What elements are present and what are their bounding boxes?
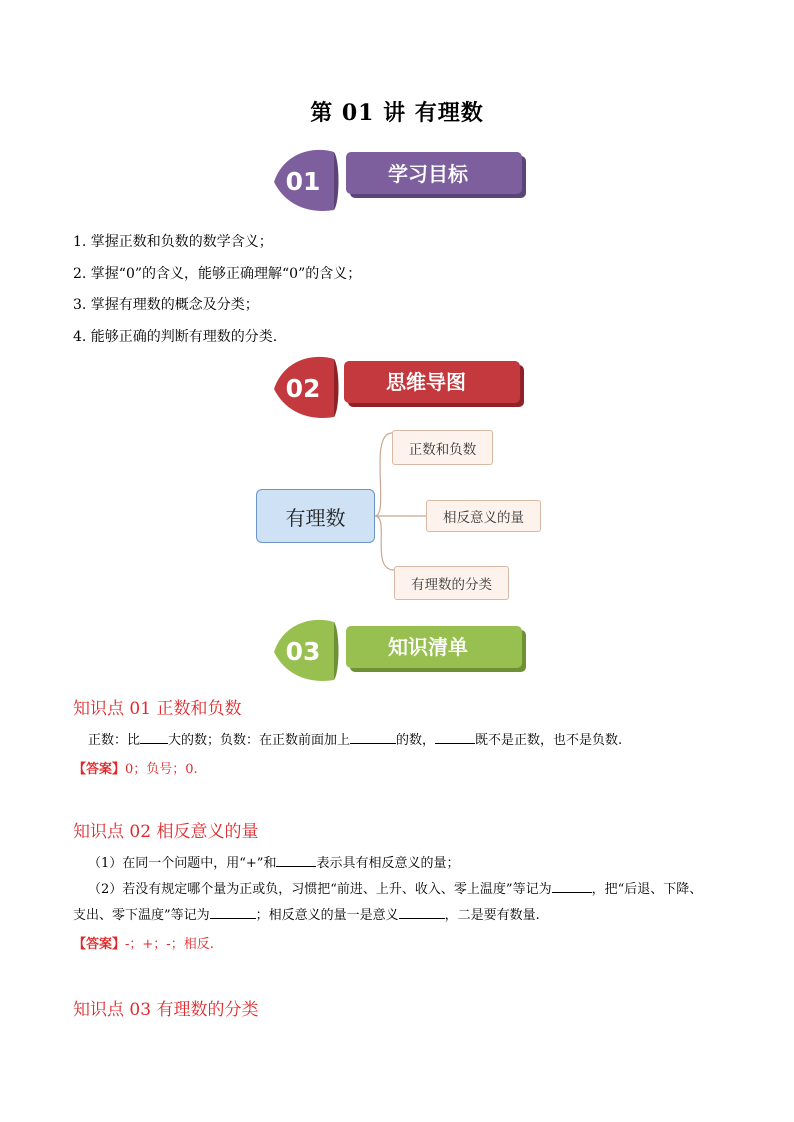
mind-map-node: 正数和负数 — [392, 430, 493, 465]
kp2-line-3: 支出、零下温度”等记为 ；相反意义的量一是意义 ，二是要有数量. — [73, 904, 540, 926]
section-number: 02 — [285, 374, 321, 403]
kp1-paragraph: 正数：比 大的数；负数：在正数前面加上 的数， 既不是正数，也不是负数. — [88, 729, 622, 751]
mind-map-root: 有理数 — [256, 489, 375, 543]
goal-item: 3. 掌握有理数的概念及分类； — [73, 297, 259, 313]
kp2-line-2: （2）若没有规定哪个量为正或负，习惯把“前进、上升、收入、零上温度”等记为 ，把“后退、下降、 — [88, 878, 702, 900]
knowledge-point-heading: 知识点 01 正数和负数 — [73, 699, 242, 719]
fill-blank — [552, 878, 592, 893]
fill-blank — [140, 729, 168, 744]
fill-blank — [350, 729, 396, 744]
goal-item: 4. 能够正确的判断有理数的分类. — [73, 328, 278, 345]
fill-blank — [210, 904, 256, 919]
kp2-line-1: （1）在同一个问题中，用“+”和 表示具有相反意义的量； — [88, 852, 459, 874]
knowledge-point-heading: 知识点 02 相反意义的量 — [73, 822, 259, 842]
fill-blank — [276, 852, 316, 867]
kp1-answer: 【答案】0；负号；0. — [73, 762, 198, 777]
page-title: 第 01 讲 有理数 — [310, 100, 484, 126]
mind-map-node: 有理数的分类 — [394, 566, 509, 600]
fill-blank — [399, 904, 445, 919]
section-label: 学习目标 — [388, 162, 468, 186]
knowledge-point-heading: 知识点 03 有理数的分类 — [73, 1000, 259, 1020]
section-number: 01 — [285, 167, 321, 196]
mind-map-node: 相反意义的量 — [426, 500, 541, 532]
section-label: 知识清单 — [388, 635, 468, 659]
section-badge-mind-map — [268, 355, 528, 421]
goal-item: 2. 掌握“0”的含义，能够正确理解“0”的含义； — [73, 265, 362, 282]
fill-blank — [435, 729, 475, 744]
section-badge-knowledge-list — [268, 618, 528, 684]
section-badge-learning-goals — [268, 148, 528, 214]
mind-map — [0, 420, 794, 610]
section-number: 03 — [285, 637, 321, 666]
goal-item: 1. 掌握正数和负数的数学含义； — [73, 234, 273, 250]
learning-goals-list — [73, 227, 361, 353]
kp2-answer: 【答案】-；+；-；相反. — [73, 937, 214, 952]
section-label: 思维导图 — [386, 370, 466, 394]
